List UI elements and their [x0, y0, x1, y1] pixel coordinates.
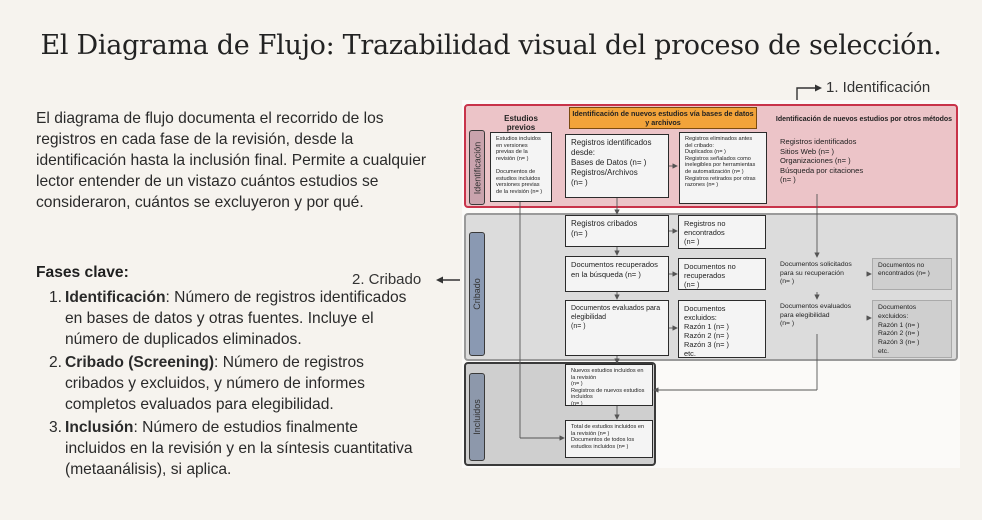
box-total-estudios-incluidos: Total de estudios incluidos en la revisión (n= ) Documentos de todos los estudios incluidos (n= ): [565, 420, 653, 458]
box-registros-eliminados: Registros eliminados antes del cribado: Duplicados (n= ) Registros señalados como inelegibles por herramientas de automatización (n= ) Registros retirados por otras razones (n= ): [679, 132, 767, 204]
header-databases: Identificación de nuevos estudios vía bases de datos y archivos: [569, 107, 757, 129]
box-registros-no-encontrados: Registros no encontrados (n= ): [678, 215, 766, 249]
phases-list: [49, 287, 419, 482]
box-estudios-previos: Estudios incluidos en versiones previas de la revisión (n= ) Documentos de estudios incluidos versiones previas de la revisión (n= ): [490, 132, 552, 202]
box-documentos-evaluados: Documentos evaluados para elegibilidad (n= ): [565, 300, 669, 356]
header-other-methods: Identificación de nuevos estudios por otros métodos: [775, 116, 953, 123]
box-documentos-evaluados-otros: Documentos evaluados para elegibilidad (n= ): [780, 303, 852, 327]
box-documentos-excluidos-otros: Documentos excluidos: Razón 1 (n= ) Razón 2 (n= ) Razón 3 (n= ) etc.: [872, 300, 952, 358]
phases-heading: Fases clave:: [36, 264, 129, 281]
header-estudios-previos: Estudios previos: [504, 114, 538, 132]
phase-item: 1. Identificación: Número de registros identificados en bases de datos y otras fuentes. Incluye el número de duplicados eliminados.: [49, 289, 407, 348]
callout-identificacion: 1. Identificación: [826, 79, 931, 96]
box-documentos-no-encontrados: Documentos no encontrados (n= ): [872, 258, 952, 290]
phase-item: 2. Cribado (Screening): Número de registros cribados y excluidos, y número de informes completos evaluados para elegibilidad.: [49, 354, 365, 413]
prisma-flow-diagram: [462, 100, 960, 468]
box-documentos-solicitados: Documentos solicitados para su recuperación (n= ): [780, 261, 852, 285]
box-registros-identificados: Registros identificados desde: Bases de Datos (n= ) Registros/Archivos (n= ): [565, 134, 669, 198]
side-label-incluidos: Incluidos: [469, 373, 485, 461]
page-title: El Diagrama de Flujo: Trazabilidad visual del proceso de selección.: [40, 30, 942, 61]
intro-paragraph: El diagrama de flujo documenta el recorrido de los registros en cada fase de la revisión, desde la identificación hasta la inclusión final. Permite a cualquier lector entender de un vistazo cuántos estudios se consideraron, cuántos se excluyeron y por qué.: [36, 110, 427, 211]
side-label-cribado: Cribado: [469, 232, 485, 356]
box-nuevos-estudios-incluidos: Nuevos estudios incluidos en la revisión (n= ) Registros de nuevos estudios incluidos (n= ): [565, 364, 653, 406]
box-documentos-recuperados: Documentos recuperados en la búsqueda (n= ): [565, 256, 669, 292]
box-documentos-no-recuperados: Documentos no recuperados (n= ): [678, 258, 766, 290]
phase-item: 3. Inclusión: Número de estudios finalmente incluidos en la revisión y en la síntesis cuantitativa (metaanálisis), si aplica.: [49, 419, 413, 478]
side-label-identificacion: Identificación: [469, 130, 485, 205]
box-registros-cribados: Registros cribados (n= ): [565, 215, 669, 247]
box-otros-metodos: Registros identificados Sitios Web (n= ) Organizaciones (n= ) Búsqueda por citaciones (n= ): [780, 137, 864, 184]
callout-cribado: 2. Cribado: [352, 271, 422, 288]
box-documentos-excluidos: Documentos excluidos: Razón 1 (n= ) Razón 2 (n= ) Razón 3 (n= ) etc.: [678, 300, 766, 358]
